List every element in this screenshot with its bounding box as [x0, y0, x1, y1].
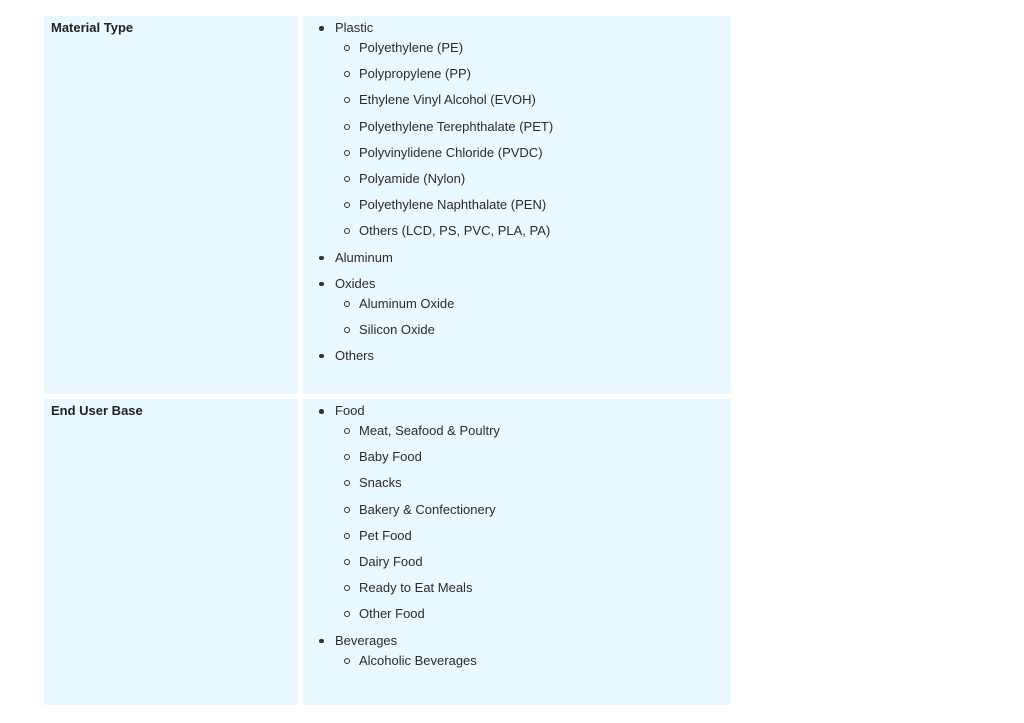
row-list-cell	[303, 399, 731, 705]
list-item	[317, 274, 731, 340]
sub-list	[335, 421, 731, 624]
table-row-end-user-base	[44, 399, 731, 705]
table-row-material-type	[44, 16, 731, 394]
segmentation-table	[44, 16, 731, 710]
list-item	[317, 248, 731, 268]
sub-list-item: Alcoholic Beverages	[341, 651, 731, 671]
list-item-label: Oxides	[335, 275, 376, 291]
sub-list-item: Aluminum Oxide	[341, 294, 731, 314]
list-item-label: Beverages	[335, 632, 398, 648]
sub-list-item: Polyethylene (PE)	[341, 38, 731, 58]
sub-list-item: Polypropylene (PP)	[341, 64, 731, 84]
sub-list-item: Snacks	[341, 473, 731, 493]
sub-list-item: Polyvinylidene Chloride (PVDC)	[341, 143, 731, 163]
sub-list-item: Other Food	[341, 604, 731, 624]
list-item	[317, 18, 731, 241]
sub-list-item: Others (LCD, PS, PVC, PLA, PA)	[341, 221, 731, 241]
sub-list-item: Polyethylene Terephthalate (PET)	[341, 117, 731, 137]
category-list	[303, 401, 731, 671]
row-label: End User Base	[44, 399, 298, 705]
row-label: Material Type	[44, 16, 298, 394]
sub-list-item: Meat, Seafood & Poultry	[341, 421, 731, 441]
sub-list-item: Bakery & Confectionery	[341, 500, 731, 520]
sub-list	[335, 294, 731, 340]
list-item-label: Food	[335, 403, 365, 418]
sub-list-item: Silicon Oxide	[341, 320, 731, 340]
list-item-label: Others	[335, 347, 375, 363]
sub-list-item: Pet Food	[341, 526, 731, 546]
sub-list-item: Ethylene Vinyl Alcohol (EVOH)	[341, 90, 731, 110]
list-item	[317, 346, 731, 366]
list-item-label: Plastic	[335, 20, 374, 35]
list-item-label: Aluminum	[335, 249, 393, 265]
row-list-cell	[303, 16, 731, 394]
sub-list	[335, 38, 731, 241]
list-item	[317, 401, 731, 624]
category-list	[303, 18, 731, 366]
sub-list-item: Baby Food	[341, 447, 731, 467]
sub-list-item: Dairy Food	[341, 552, 731, 572]
sub-list-item: Polyethylene Naphthalate (PEN)	[341, 195, 731, 215]
sub-list-item: Ready to Eat Meals	[341, 578, 731, 598]
list-item	[317, 631, 731, 671]
sub-list-item: Polyamide (Nylon)	[341, 169, 731, 189]
sub-list	[335, 651, 731, 671]
